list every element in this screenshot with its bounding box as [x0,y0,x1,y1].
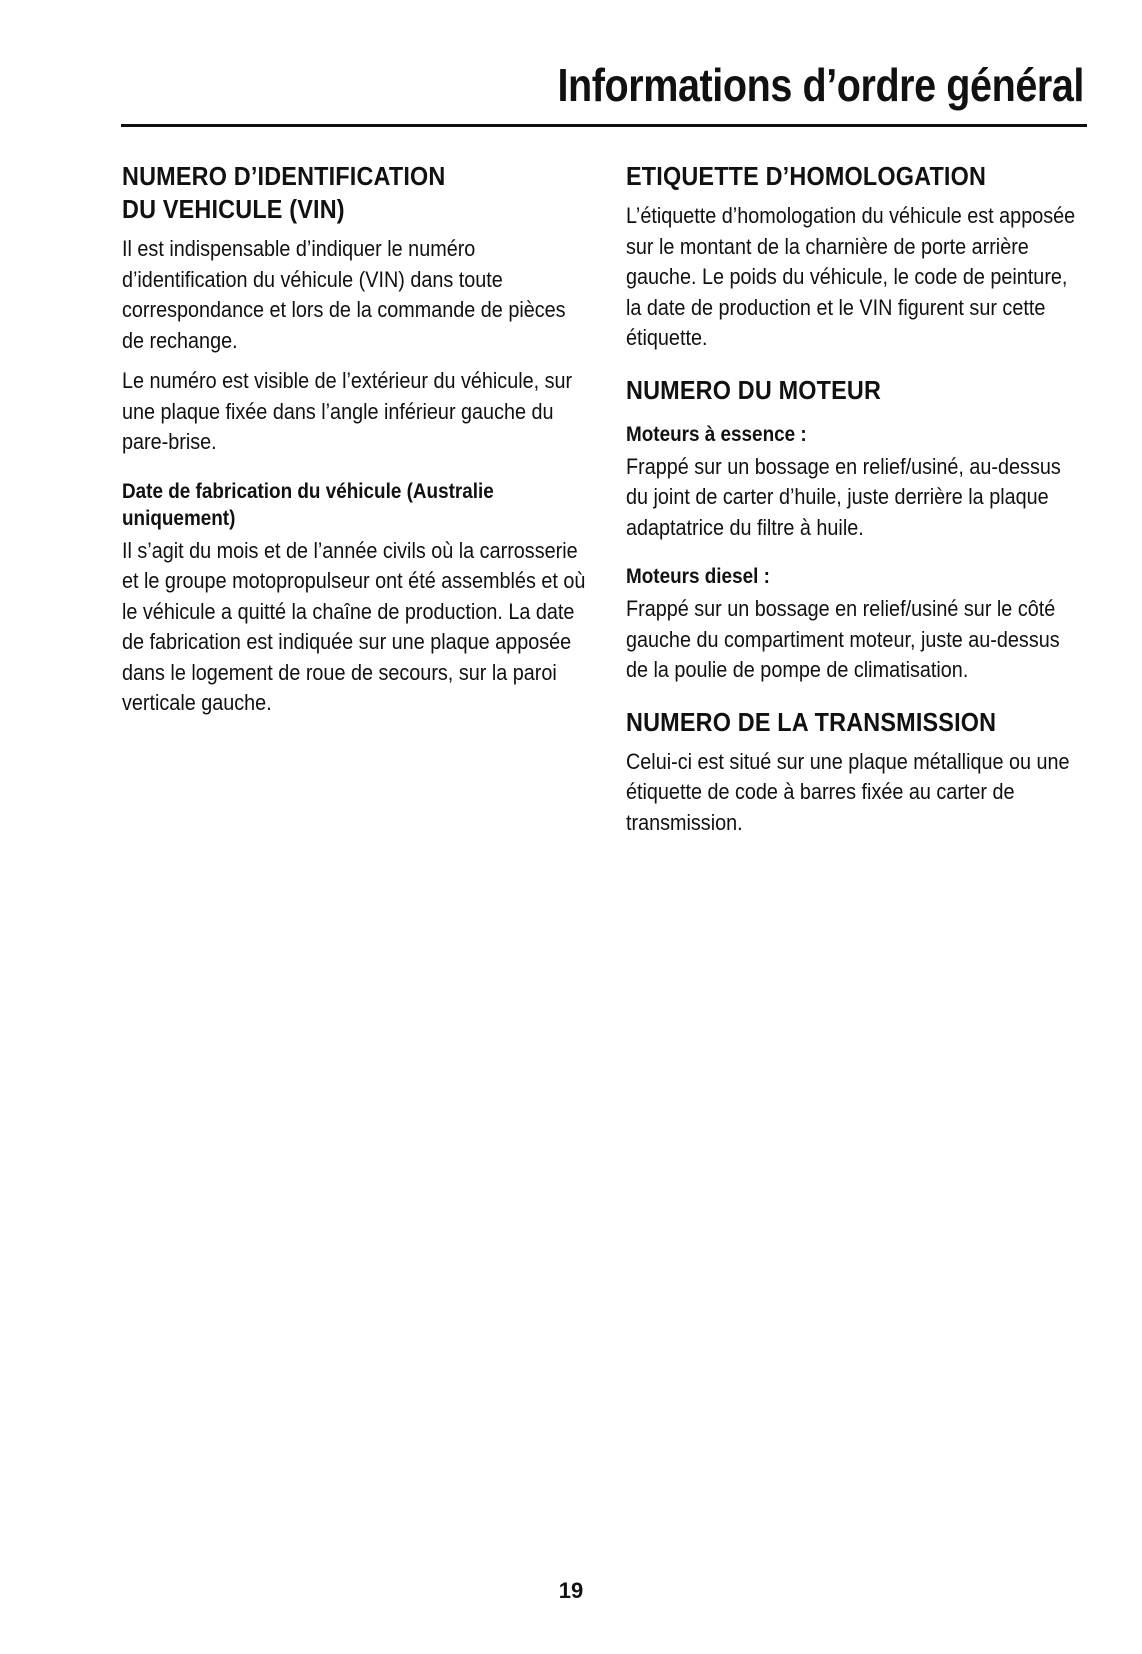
page-number: 19 [558,1578,584,1603]
title-divider [121,124,1087,127]
build-date-paragraph: Il s’agit du mois et de l’année civils où la carrosserie et le groupe motopropulseur ont été assemblés et où le véhicule a quitté la chaîne de production. La date de fabrication est indiquée sur une plaque apposée dans le logement de roue de secours, sur la paroi verticale gauche. [122,537,586,715]
left-column [122,160,592,729]
engine-number-heading: NUMERO DU MOTEUR [626,374,882,405]
petrol-engines-paragraph: Frappé sur un bossage en relief/usiné, au-dessus du joint de carter d’huile, juste derrière la plaque adaptatrice du filtre à huile. [626,453,1061,540]
transmission-paragraph: Celui-ci est situé sur une plaque métallique ou une étiquette de code à barres fixée au carter de transmission. [626,748,1070,835]
build-date-subheading: Date de fabrication du véhicule (Australie uniquement) [122,479,494,530]
vin-heading-line1: NUMERO D’IDENTIFICATION [122,161,446,191]
petrol-engines-subheading: Moteurs à essence : [626,422,807,446]
right-column [626,160,1086,848]
page-title: Informations d’ordre général [557,59,1084,111]
diesel-engines-paragraph: Frappé sur un bossage en relief/usiné sur le côté gauche du compartiment moteur, juste au-dessus de la poulie de pompe de climatisation. [626,596,1060,682]
transmission-number-heading: NUMERO DE LA TRANSMISSION [626,706,997,737]
vin-heading [122,160,545,226]
vin-heading-line2: DU VEHICULE (VIN) [122,194,345,224]
homologation-heading: ETIQUETTE D’HOMOLOGATION [626,161,987,191]
diesel-engines-subheading: Moteurs diesel : [626,565,770,588]
vin-paragraph-1: Il est indispensable d’indiquer le numéro d’identification du véhicule (VIN) dans toute correspondance et lors de la commande de pièces de rechange. [122,236,566,353]
vin-paragraph-2: Le numéro est visible de l’extérieur du véhicule, sur une plaque fixée dans l’angle inférieur gauche du pare-brise. [122,368,573,454]
homologation-paragraph: L’étiquette d’homologation du véhicule est apposée sur le montant de la charnière de porte arrière gauche. Le poids du véhicule, le code de peinture, la date de production et le VIN figurent sur cette étiquette. [626,203,1076,350]
